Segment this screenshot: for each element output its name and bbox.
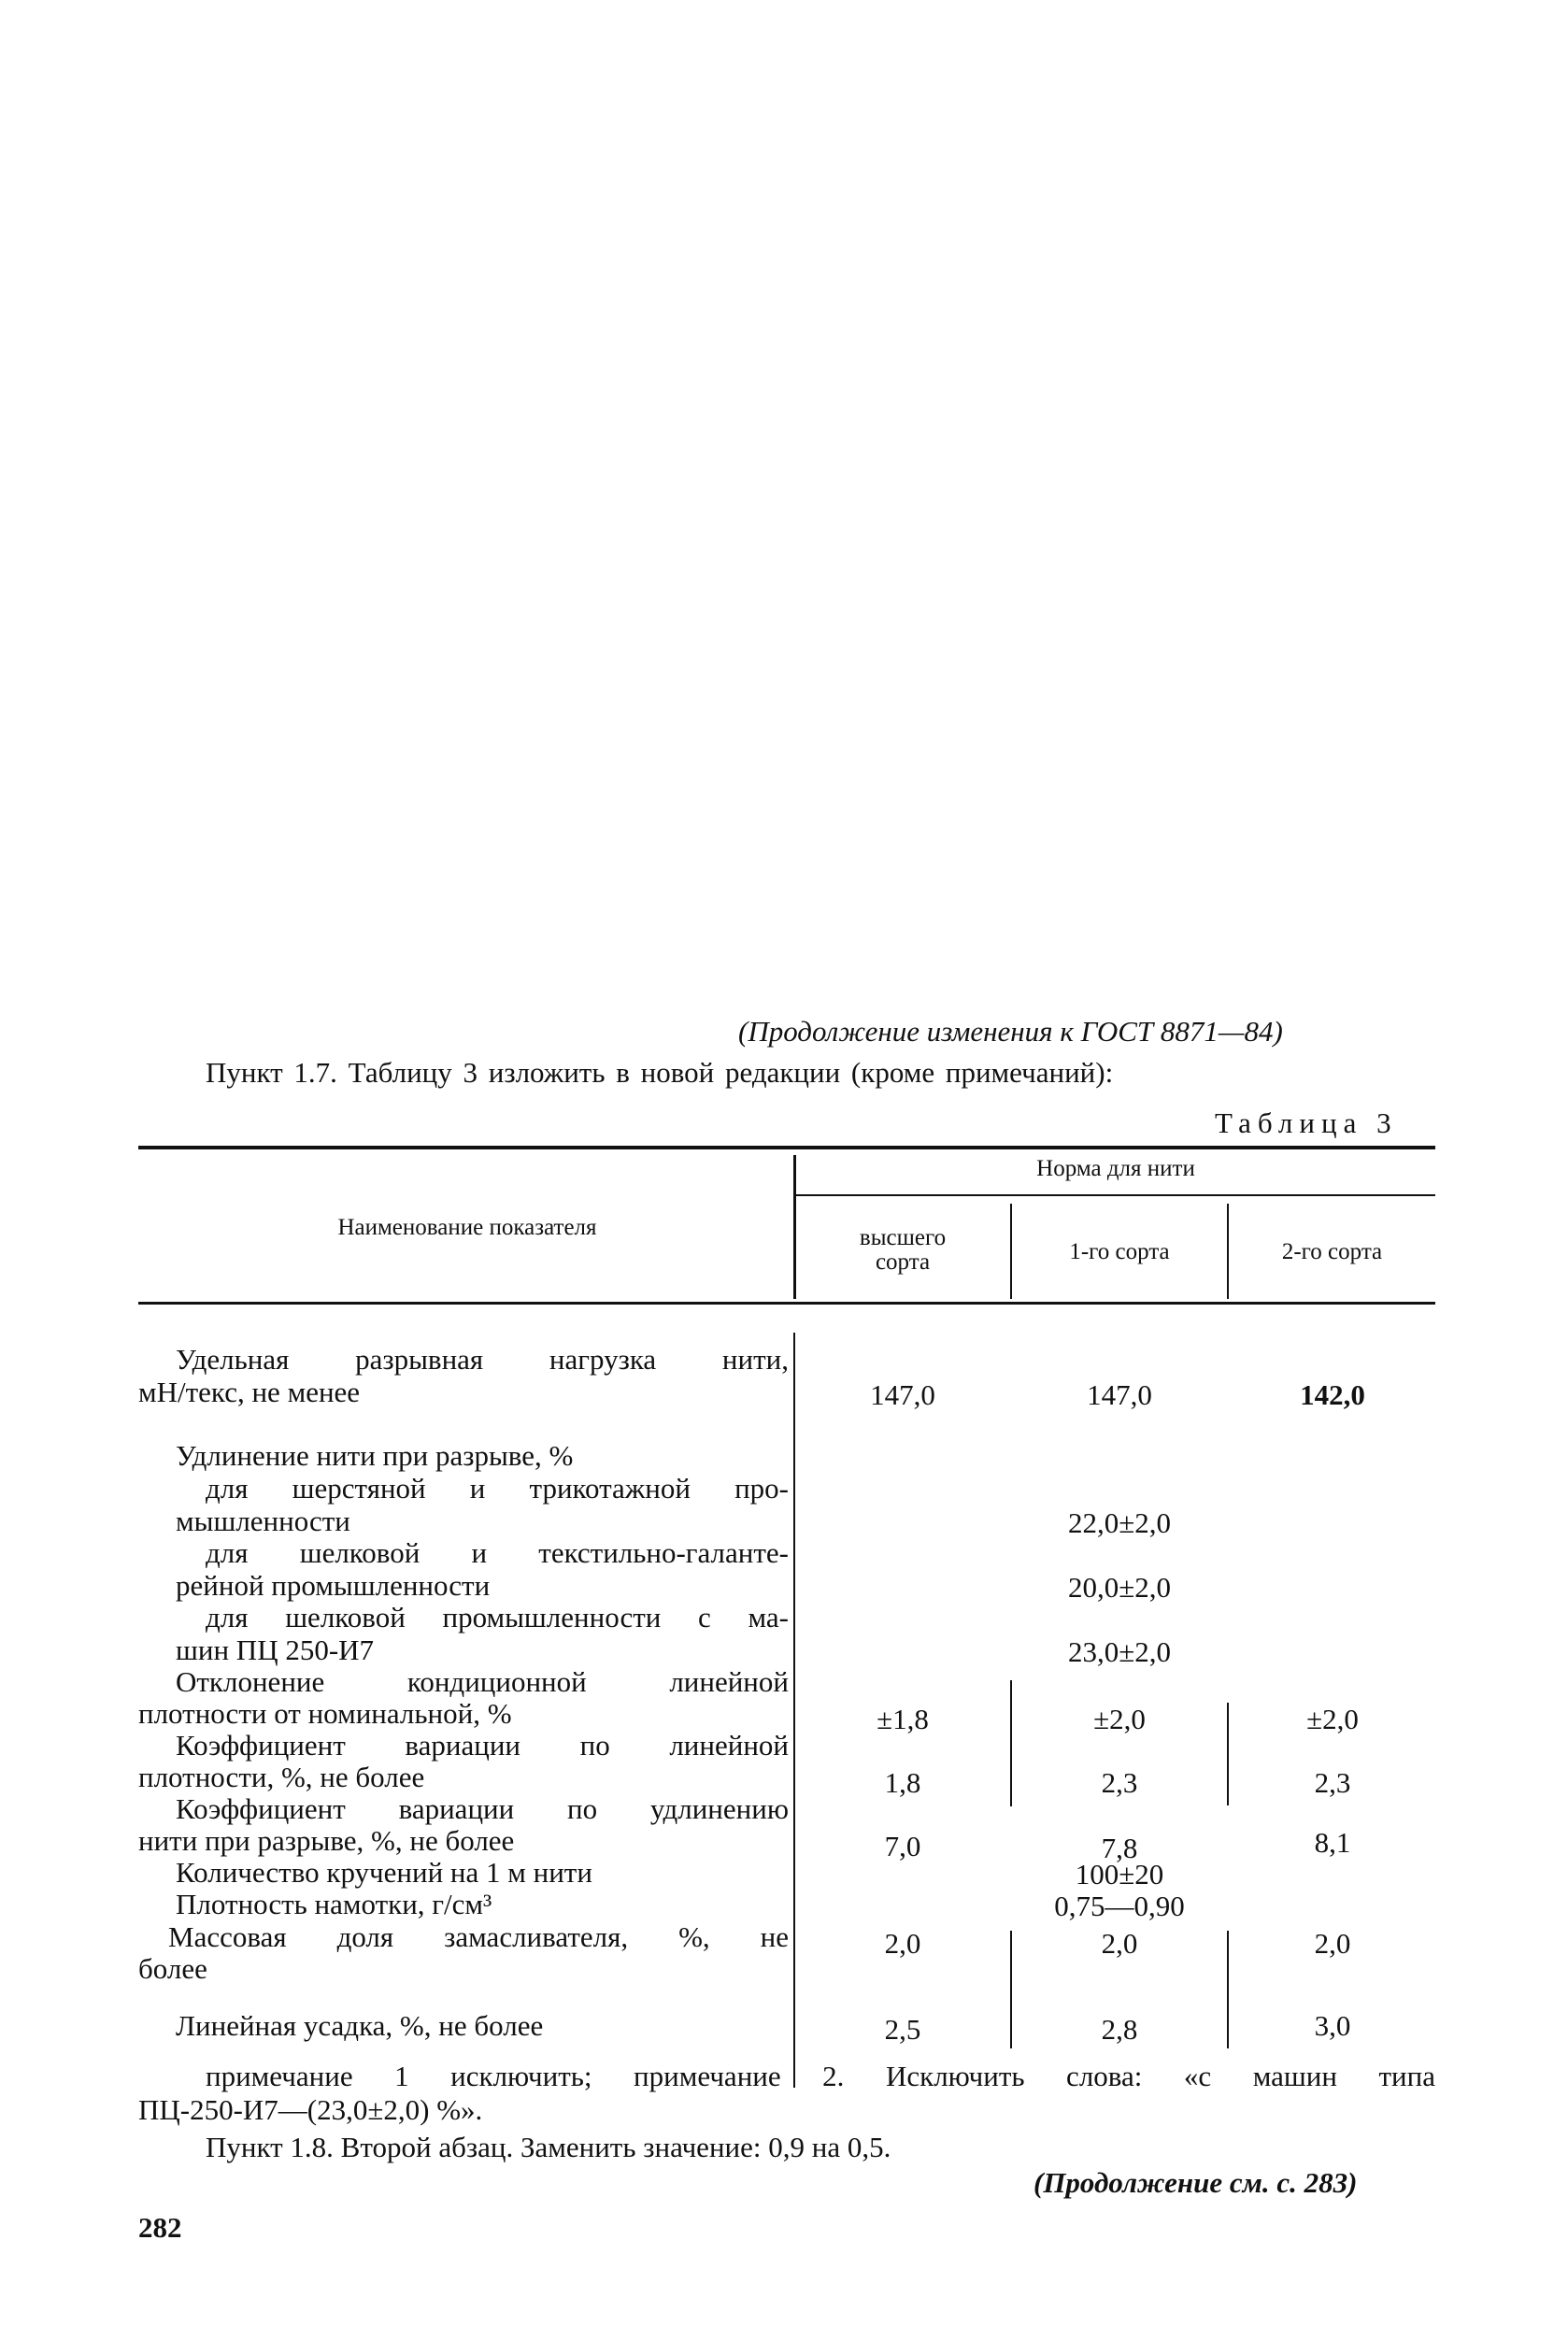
row4-label-l2: плотности, %, не более bbox=[138, 1761, 425, 1793]
row2b-label-l2: рейной промышленности bbox=[176, 1569, 491, 1602]
table-top-rule bbox=[138, 1146, 1435, 1149]
row1-label-l2: мН/текс, не менее bbox=[138, 1376, 361, 1408]
row2b-label-l1: для шелковой и текстильно-галанте- bbox=[206, 1536, 789, 1569]
body-vline-a2 bbox=[1227, 1703, 1229, 1805]
row3-label-l2: плотности от номинальной, % bbox=[138, 1697, 512, 1730]
group-header: Норма для нити bbox=[1036, 1156, 1195, 1181]
row7-label: Плотность намотки, г/см³ bbox=[176, 1888, 492, 1920]
row1-value-high: 147,0 bbox=[870, 1378, 935, 1411]
grade-high-line1: высшего bbox=[859, 1225, 947, 1250]
row4-label-l1: Коэффициент вариации по линейной bbox=[176, 1729, 789, 1762]
row4-value-first: 2,3 bbox=[1101, 1766, 1138, 1799]
row8-value-high: 2,0 bbox=[884, 1927, 921, 1960]
row4-value-high: 1,8 bbox=[884, 1766, 921, 1799]
row9-label: Линейная усадка, %, не более bbox=[176, 2009, 544, 2042]
row1-label-l1: Удельная разрывная нагрузка нити, bbox=[176, 1343, 789, 1376]
row9-value-second: 3,0 bbox=[1314, 2009, 1351, 2042]
row8-value-first: 2,0 bbox=[1101, 1927, 1138, 1960]
point-1-8: Пункт 1.8. Второй абзац. Заменить значение: 0,9 на 0,5. bbox=[206, 2131, 891, 2163]
row3-value-first: ±2,0 bbox=[1093, 1703, 1146, 1735]
header-bottom-rule bbox=[138, 1302, 1435, 1305]
row1-value-second: 142,0 bbox=[1300, 1378, 1365, 1411]
row1-value-first: 147,0 bbox=[1087, 1378, 1152, 1411]
row2a-label-l2: мышленности bbox=[176, 1505, 350, 1537]
intro-paragraph: Пункт 1.7. Таблицу 3 изложить в новой редакции (кроме примечаний): bbox=[206, 1056, 1114, 1089]
row5-label-l1: Коэффициент вариации по удлинению bbox=[176, 1792, 789, 1825]
row6-value: 100±20 bbox=[1075, 1858, 1164, 1891]
body-vline-b2 bbox=[1227, 1931, 1229, 2048]
note-paragraph-l2: ПЦ-250-И7—(23,0±2,0) %». bbox=[138, 2093, 483, 2126]
row8-label-l2: более bbox=[138, 1952, 207, 1985]
col-name-header: Наименование показателя bbox=[337, 1215, 597, 1240]
grade-second: 2-го сорта bbox=[1281, 1239, 1383, 1264]
row2c-label-l1: для шелковой промышленности с ма- bbox=[206, 1601, 789, 1634]
row2a-value: 22,0±2,0 bbox=[1067, 1506, 1171, 1539]
row2c-label-l2: шин ПЦ 250-И7 bbox=[176, 1634, 375, 1666]
row5-label-l2: нити при разрыве, %, не более bbox=[138, 1824, 515, 1857]
row2c-value: 23,0±2,0 bbox=[1067, 1635, 1171, 1668]
continued-note: (Продолжение см. с. 283) bbox=[1033, 2166, 1358, 2199]
table-label: Таблица 3 bbox=[1215, 1106, 1398, 1139]
body-vline-a1 bbox=[1010, 1680, 1012, 1806]
row3-label-l1: Отклонение кондиционной линейной bbox=[176, 1665, 789, 1698]
row4-value-second: 2,3 bbox=[1314, 1766, 1351, 1799]
page-number: 282 bbox=[138, 2211, 182, 2244]
row6-label: Количество кручений на 1 м нити bbox=[176, 1856, 592, 1889]
row2a-label-l1: для шерстяной и трикотажной про- bbox=[206, 1472, 789, 1505]
row5-value-first: 7,8 bbox=[1101, 1832, 1138, 1864]
body-vline-b1 bbox=[1010, 1931, 1012, 2048]
row8-label-l1: Массовая доля замасливателя, %, не bbox=[168, 1920, 789, 1953]
row9-value-high: 2,5 bbox=[884, 2013, 921, 2046]
note-paragraph-l1: примечание 1 исключить; примечание 2. Исключить слова: «с машин типа bbox=[206, 2060, 1435, 2092]
row2-label: Удлинение нити при разрыве, % bbox=[176, 1439, 574, 1472]
row9-value-first: 2,8 bbox=[1101, 2013, 1138, 2046]
row5-value-high: 7,0 bbox=[884, 1830, 921, 1862]
continuation-header: (Продолжение изменения к ГОСТ 8871—84) bbox=[738, 1015, 1283, 1048]
row3-value-second: ±2,0 bbox=[1306, 1703, 1359, 1735]
row5-value-second: 8,1 bbox=[1314, 1826, 1351, 1859]
body-vline-name bbox=[793, 1333, 795, 2088]
row2b-value: 20,0±2,0 bbox=[1067, 1571, 1171, 1604]
row7-value: 0,75—0,90 bbox=[1054, 1890, 1185, 1922]
grade-high-line2: сорта bbox=[875, 1249, 931, 1275]
group-rule bbox=[796, 1194, 1435, 1196]
row8-value-second: 2,0 bbox=[1314, 1927, 1351, 1960]
row3-value-high: ±1,8 bbox=[877, 1703, 929, 1735]
grade-first: 1-го сорта bbox=[1069, 1239, 1170, 1264]
